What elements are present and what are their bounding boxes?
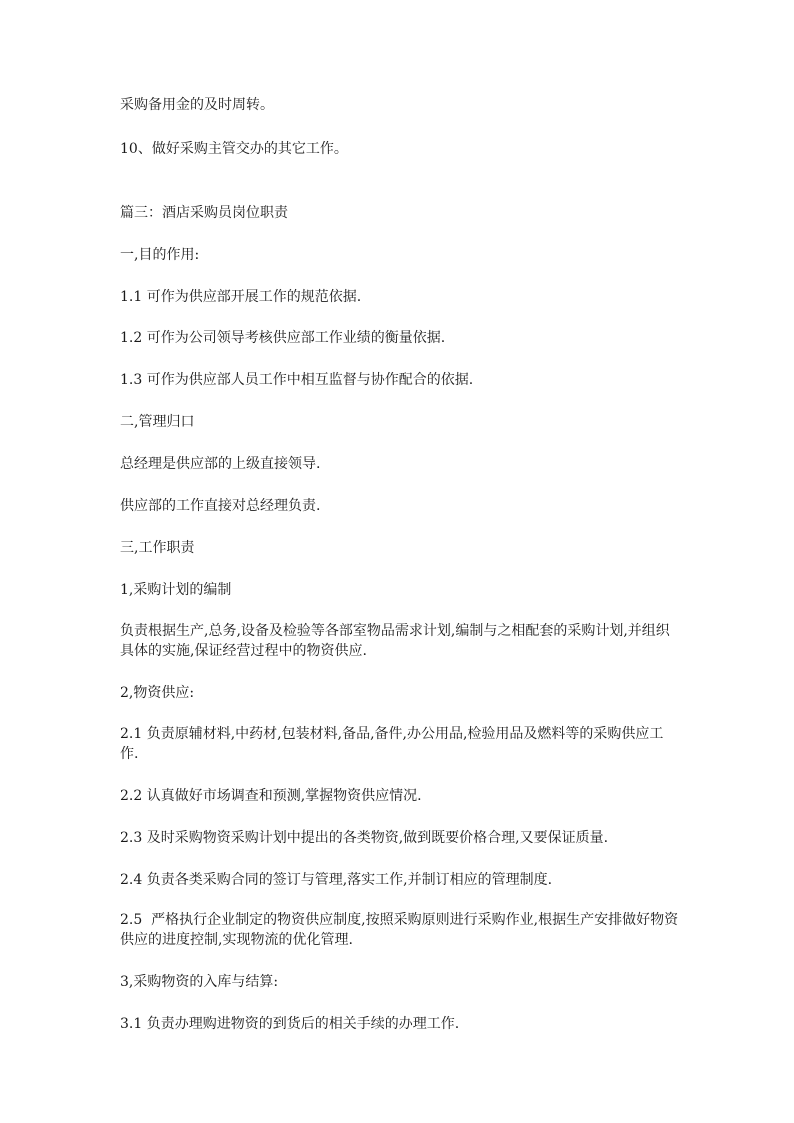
section-heading: 篇三：酒店采购员岗位职责: [120, 205, 288, 221]
paragraph-11: 三,工作职责: [120, 540, 195, 556]
paragraph-13: 负责根据生产,总务,设备及检验等各部室物品需求计划,编制与之相配套的采购计划,并组织具体的实施,保证经营过程中的物资供应.: [120, 623, 670, 659]
paragraph-4: 一,目的作用:: [120, 247, 200, 263]
paragraph-9: 总经理是供应部的上级直接领导.: [120, 456, 321, 472]
paragraph-17: 2.3 及时采购物资采购计划中提出的各类物资,做到既要价格合理,又要保证质量.: [120, 830, 609, 846]
paragraph-15: 2.1 负责原辅材料,中药材,包装材料,备品,备件,办公用品,检验用品及燃料等的采购供应工作.: [120, 726, 664, 762]
document-body: [120, 95, 680, 1034]
paragraph-19: 2.5 严格执行企业制定的物资供应制度,按照采购原则进行采购作业,根据生产安排做好物资供应的进度控制,实现物流的优化管理.: [120, 912, 679, 948]
paragraph-8: 二,管理归口: [120, 414, 195, 430]
paragraph-14: 2,物资供应:: [120, 685, 195, 701]
paragraph-7: 1.3 可作为供应部人员工作中相互监督与协作配合的依据.: [120, 372, 474, 388]
paragraph-10: 供应部的工作直接对总经理负责.: [120, 498, 321, 514]
paragraph-16: 2.2 认真做好市场调查和预测,掌握物资供应情况.: [120, 788, 422, 804]
paragraph-12: 1,采购计划的编制: [120, 582, 232, 598]
paragraph-1: 采购备用金的及时周转。: [120, 97, 274, 113]
paragraph-2: 10、做好采购主管交办的其它工作。: [120, 141, 348, 157]
paragraph-21: 3.1 负责办理购进物资的到货后的相关手续的办理工作.: [120, 1016, 460, 1032]
paragraph-20: 3,采购物资的入库与结算:: [120, 974, 279, 990]
paragraph-6: 1.2 可作为公司领导考核供应部工作业绩的衡量依据.: [120, 330, 446, 346]
paragraph-5: 1.1 可作为供应部开展工作的规范依据.: [120, 289, 362, 305]
paragraph-18: 2.4 负责各类采购合同的签订与管理,落实工作,并制订相应的管理制度.: [120, 872, 553, 888]
